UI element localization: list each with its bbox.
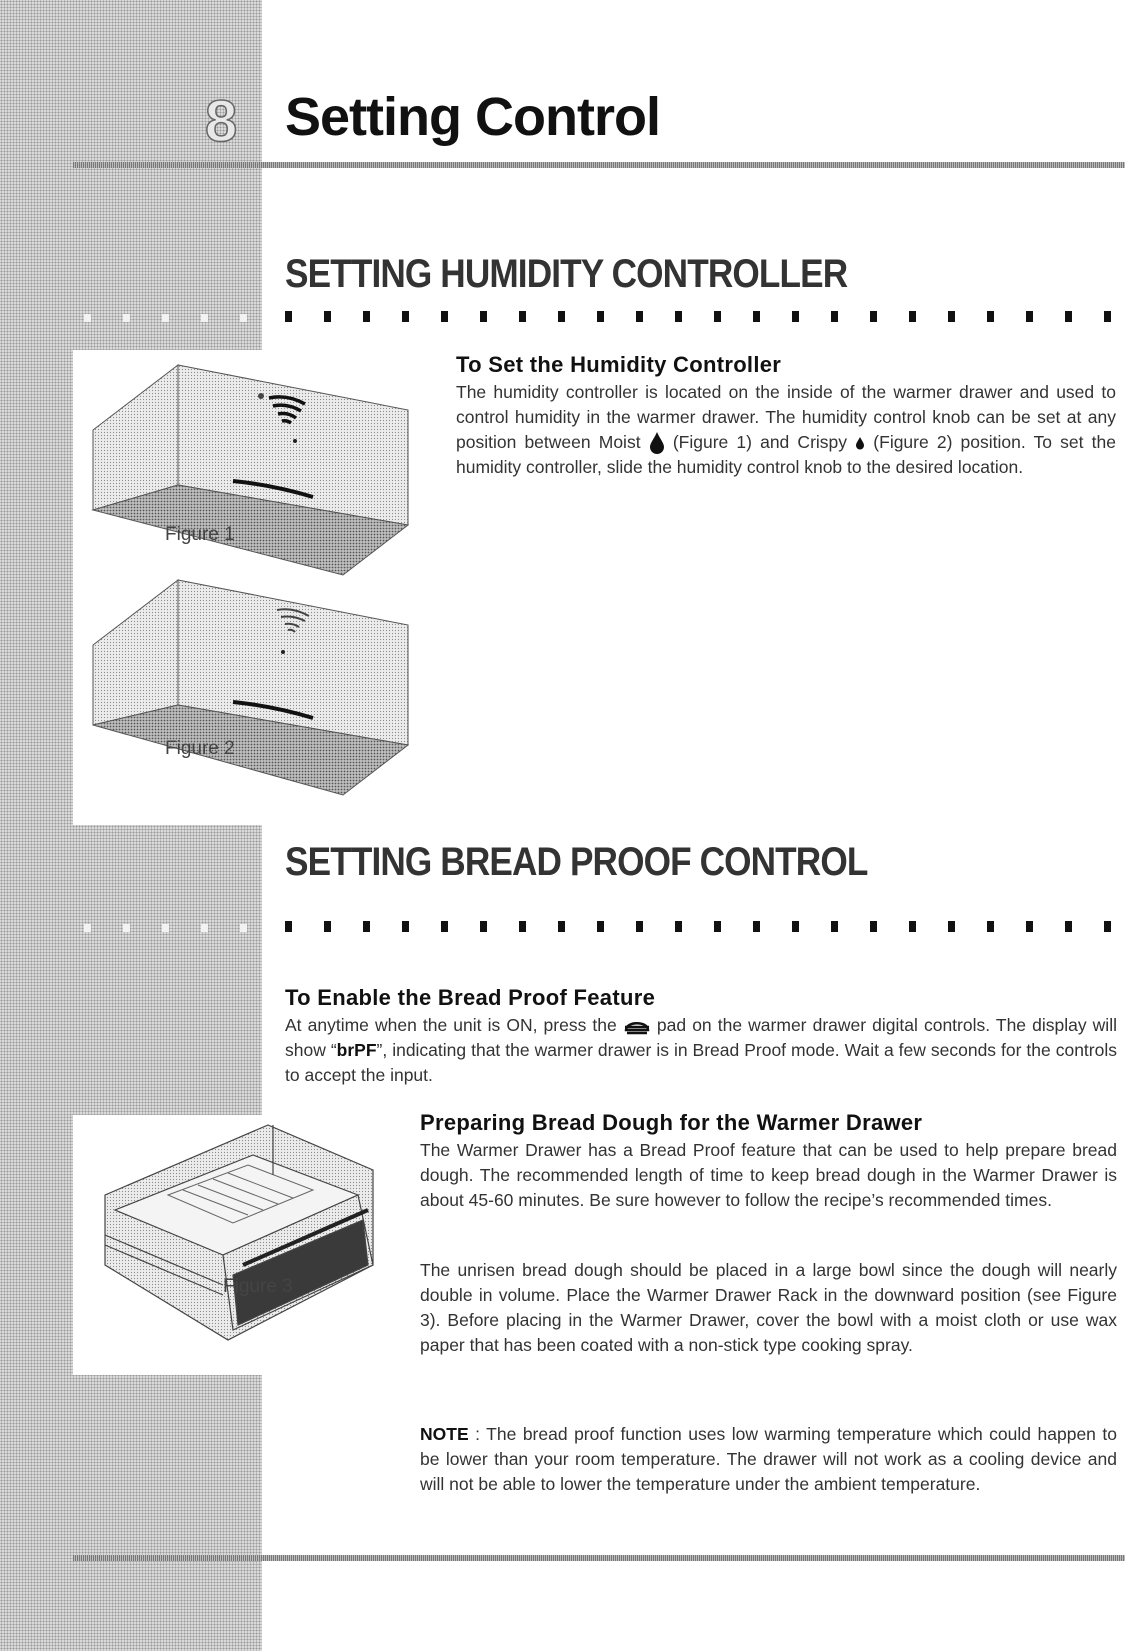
humidity-section-title: SETTING HUMIDITY CONTROLLER [285, 252, 848, 296]
enable-text-part3: ”, indicating that the warmer drawer is in Bread Proof mode. Wait a few seconds for the controls to accept the input. [285, 1040, 1117, 1085]
humidity-subheading: To Set the Humidity Controller [456, 352, 782, 377]
large-droplet-icon [649, 431, 665, 455]
figure3-drawer-drawing [105, 1125, 373, 1340]
dough-heading: Preparing Bread Dough for the Warmer Drawer [420, 1110, 923, 1135]
warmer-drawer-humidity-figures [73, 350, 418, 825]
bread-proof-enable-heading: To Enable the Bread Proof Feature [285, 985, 656, 1010]
figure1-caption: Figure 1 [165, 524, 235, 545]
humidity-text-part3: (Figure 2) position. To set the humidity controller, slide the humidity control knob to the desired location. [456, 432, 1116, 478]
humidity-figures-panel [73, 350, 418, 825]
note-label: NOTE [420, 1424, 469, 1444]
figure2-caption: Figure 2 [165, 738, 235, 759]
humidity-paragraph [456, 380, 1116, 480]
bread-proof-figure-panel [73, 1115, 418, 1375]
humidity-text-part1: The humidity controller is located on the inside of the warmer drawer and used to control humidity in the warmer drawer. The humidity control knob can be set at any position between Moist [456, 382, 1116, 452]
sidebar-dot-row [84, 924, 259, 932]
bread-proof-enable-paragraph [285, 1013, 1117, 1088]
section-dot-divider [285, 921, 1125, 932]
small-droplet-icon [855, 436, 865, 450]
bread-proof-pad-icon [623, 1017, 651, 1035]
figure3-caption: Figure 3 [223, 1276, 293, 1297]
header-rule [73, 162, 1125, 168]
note-text: : The bread proof function uses low warming temperature which could happen to be lower than your room temperature. The drawer will not work as a cooling device and will not be able to lower the temperature under the ambient temperature. [420, 1424, 1117, 1494]
sidebar-dot-row [84, 314, 259, 322]
enable-text-part1: At anytime when the unit is ON, press the [285, 1015, 617, 1035]
note-paragraph [420, 1422, 1117, 1497]
page-title: Setting Control [285, 87, 660, 147]
dough-paragraph-2: The unrisen bread dough should be placed in a large bowl since the dough will nearly double in volume. Place the Warmer Drawer Rack in the downward position (see Figure 3). Before placing in the Warmer Drawer, cover the bowl with a moist cloth or use wax paper that has been coated with a non-stick type cooking spray. [420, 1260, 1117, 1355]
humidity-text-part2: (Figure 1) and Crispy [672, 432, 848, 452]
section-dot-divider [285, 311, 1125, 322]
figure2-drawer-drawing [93, 580, 408, 795]
dotted-sidebar [0, 0, 262, 1651]
bread-proof-section-title: SETTING BREAD PROOF CONTROL [285, 840, 868, 884]
display-code: brPF [336, 1040, 377, 1060]
dough-paragraph-1: The Warmer Drawer has a Bread Proof feature that can be used to help prepare bread dough. The recommended length of time to keep bread dough in the Warmer Drawer is about 45-60 minutes. Be sure however to follow the recipe’s recommended times. [420, 1140, 1117, 1210]
enable-text-part2: pad on the warmer drawer digital controls. The display will show “ [285, 1015, 1117, 1060]
footer-rule [73, 1555, 1125, 1561]
warmer-drawer-rack-figure [73, 1115, 418, 1375]
chapter-number: 8 [205, 89, 238, 154]
figure1-drawer-drawing [93, 365, 408, 575]
